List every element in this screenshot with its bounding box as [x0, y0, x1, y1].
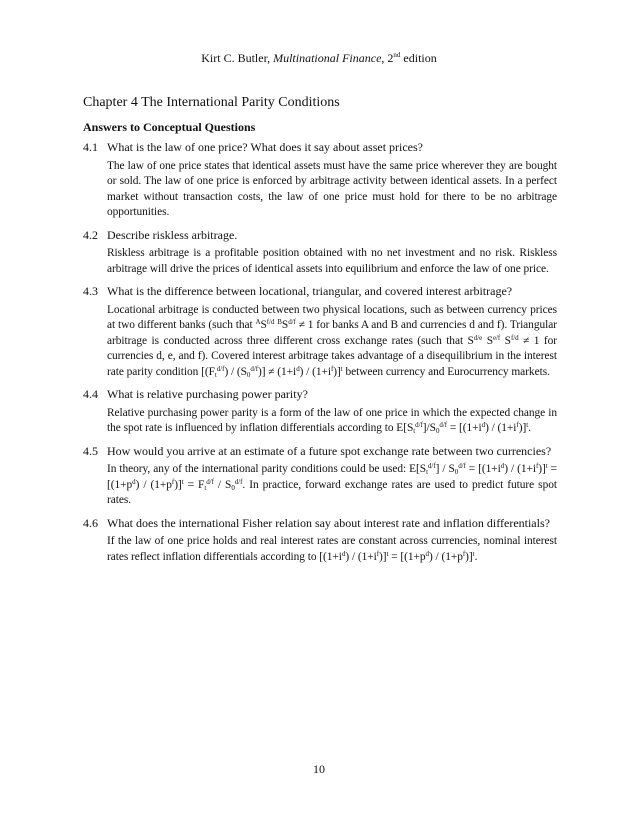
question-number: 4.5 [83, 443, 98, 458]
qa-item [83, 444, 557, 509]
question [83, 444, 557, 460]
question [83, 228, 557, 244]
answer: Locational arbitrage is conducted between two physical locations, such as between currency prices at two different banks (such that $^AS^{f/d}$ $^BS^{d/f} \ne 1$ for banks A and B and currencies d and f). Triangular arbitrage is conducted across three different cross exchange rates (such that $S^{d/e}$ $S^{e/f}$ $S^{f/d} \ne 1$ for currencies d, e, and f). Covered interest arbitrage takes advantage of a disequilibrium in the interest rate parity condition $[(F_t^{d/f}) / (S_0^{d/f})] \ne (1+i^d) / (1+i^f)]^t$ between currency and Eurocurrency markets. [107, 303, 557, 379]
header-edition-post: edition [400, 51, 437, 65]
running-header [0, 50, 638, 66]
question [83, 516, 557, 532]
qa-item [83, 516, 557, 566]
question [83, 387, 557, 403]
question-number: 4.4 [83, 387, 98, 401]
answer: Relative purchasing power parity is a form of the law of one price in which the expected change in the spot rate is influenced by inflation differentials according to $E[S_t^{d/f}]/S_0^{d/f} = [(1+i^d) / (1+i^f)]^t$. [107, 406, 557, 435]
qa-item [83, 284, 557, 380]
answer: If the law of one price holds and real interest rates are constant across currencies, nominal interest rates reflect inflation differentials according to $[(1+i^d) / (1+i^f)]^t = [(1+p^d) / (1+p^f)]^t$. [107, 535, 557, 563]
answer: The law of one price states that identical assets must have the same price wherever they are bought or sold. The law of one price is enforced by arbitrage activity between identical assets. In a perfect market without transaction costs, the law of one price must hold for there to be no arbitrage opportunities. [107, 159, 557, 218]
answer: In theory, any of the international parity conditions could be used: $E[S_t^{d/f}] / S_0^{d/f} = [(1+i^d) / (1+i^f)]^t = [(1+p^d) / (1+p^f)]^t = F_t^{d/f} / S_0^{d/f}$. In practice, forward exchange rates are used to predict future spot rates. [107, 462, 557, 506]
question [83, 284, 557, 300]
question-text: Describe riskless arbitrage. [107, 227, 238, 242]
answer: Riskless arbitrage is a profitable position obtained with no net investment and no risk. Riskless arbitrage will drive the prices of identical assets into equilibrium and enforce the law of one price. [107, 247, 557, 275]
header-edition-sup: nd [393, 51, 401, 59]
question-text: What does the international Fisher relation say about interest rate and inflation differentials? [107, 515, 550, 530]
page-number: 10 [313, 762, 325, 776]
question-text: What is the law of one price? What does it say about asset prices? [107, 140, 424, 154]
chapter-title: Chapter 4 The International Parity Conditions [83, 95, 340, 110]
qa-item [83, 228, 557, 278]
question-text: What is relative purchasing power parity? [107, 387, 308, 401]
header-book-title: Multinational Finance [273, 51, 382, 65]
question-list [83, 140, 557, 572]
question [83, 140, 557, 156]
qa-item [83, 387, 557, 437]
header-edition: , 2 [381, 51, 394, 65]
header-author: Kirt C. Butler, [201, 51, 274, 65]
question-number: 4.1 [83, 140, 98, 154]
question-number: 4.3 [83, 284, 98, 298]
question-number: 4.2 [83, 227, 98, 242]
question-text: What is the difference between locational, triangular, and covered interest arbitrage? [107, 284, 513, 298]
section-heading: Answers to Conceptual Questions [83, 120, 256, 134]
question-text: How would you arrive at an estimate of a future spot exchange rate between two currencies? [107, 443, 552, 458]
question-number: 4.6 [83, 515, 98, 530]
qa-item [83, 140, 557, 221]
